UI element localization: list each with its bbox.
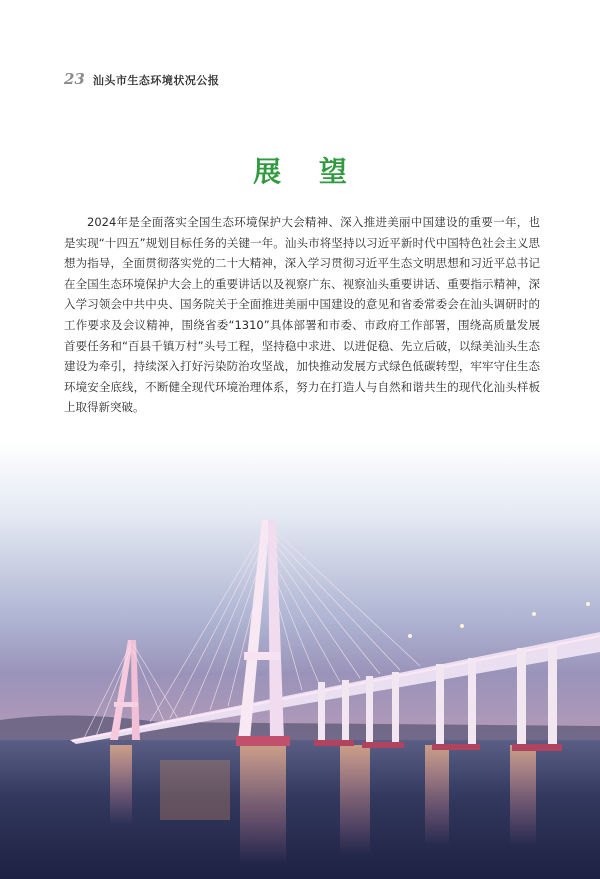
bridge-photo (0, 440, 600, 879)
page-number: 23 (64, 70, 85, 88)
bridge-illustration (0, 440, 600, 879)
page-header (64, 70, 219, 90)
body-paragraph: 2024年是全面落实全国生态环境保护大会精神、深入推进美丽中国建设的重要一年，也是实现“十四五”规划目标任务的关键一年。汕头市将坚持以习近平新时代中国特色社会主义思想为指导，全面贯彻落实党的二十大精神，深入学习贯彻习近平生态文明思想和习近平总书记在全国生态环境保护大会上的重要讲话以及视察广东、视察汕头重要讲话、重要指示精神，深入学习领会中共中央、国务院关于全面推进美丽中国建设的意见和省委常委会在汕头调研时的工作要求及会议精神，围绕省委“1310”具体部署和市委、市政府工作部署，围绕高质量发展首要任务和“百县千镇万村”头号工程，坚持稳中求进、以进促稳、先立后破，以绿美汕头生态建设为牵引，持续深入打好污染防治攻坚战，加快推动发展方式绿色低碳转型，牢牢守住生态环境安全底线，不断健全现代环境治理体系，努力在打造人与自然和谐共生的现代化汕头样板上取得新突破。 (64, 215, 540, 415)
section-title: 展 望 (253, 155, 361, 188)
report-title: 汕头市生态环境状况公报 (92, 74, 220, 87)
